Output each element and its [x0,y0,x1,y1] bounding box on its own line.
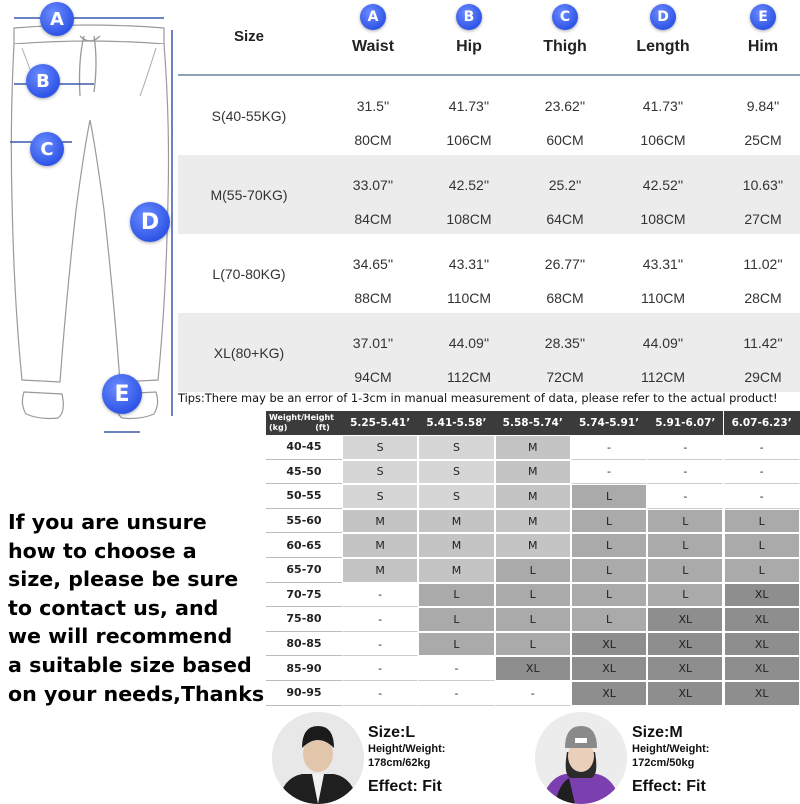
model-male-effect: Effect: Fit [368,778,442,795]
model-male-illustration [272,712,364,804]
grid-size-cell: L [495,583,571,608]
size-cell-inches: 34.65'' [352,256,394,272]
col-name-length: Length [636,38,690,55]
model-male-hw-value: 178cm/62kg [368,757,431,769]
grid-size-cell: - [724,435,800,460]
grid-size-cell: - [342,632,418,657]
grid-size-cell: M [495,533,571,558]
grid-height-header: 5.25-5.41’ [342,411,418,435]
grid-corner-line1: Weight/Height [269,413,334,422]
grid-height-header: 5.74-5.91’ [571,411,647,435]
size-cell-inches: 11.02'' [743,256,783,272]
size-cell-cm: 25CM [744,132,782,148]
advice-line: size, please be sure [8,567,239,592]
pants-diagram [0,0,180,440]
model-female-hw-label: Height/Weight: [632,743,710,755]
col-badge-c: C [552,4,578,30]
grid-size-cell: - [342,583,418,608]
size-cell-inches: 9.84'' [746,98,780,114]
size-cell-inches: 41.73'' [448,98,490,114]
grid-size-cell: L [647,583,723,608]
size-cell-cm: 112CM [640,369,686,385]
size-cell-cm: 60CM [546,132,584,148]
grid-size-cell: - [342,681,418,706]
col-header-waist [324,4,422,56]
size-row-name: M(55-70KG) [210,186,288,203]
advice-line: on your needs,Thanks [8,681,265,706]
advice-line: If you are unsure [8,510,207,534]
model-photo-female [535,712,627,804]
size-cell-cm: 64CM [546,211,584,227]
grid-height-header: 5.91-6.07’ [647,411,723,435]
grid-size-cell: M [418,533,494,558]
grid-size-cell: XL [571,632,647,657]
grid-size-cell: M [418,558,494,583]
grid-size-cell: L [647,509,723,534]
model-info-male [368,724,445,796]
model-male-hw-label: Height/Weight: [368,743,446,755]
size-cell-cm: 88CM [354,290,392,306]
size-cell-cm: 80CM [354,132,392,148]
col-name-thigh: Thigh [543,38,587,55]
size-cell-cm: 94CM [354,369,392,385]
size-row [178,313,800,392]
grid-size-cell: L [571,509,647,534]
size-cell-cm: 106CM [446,132,492,148]
size-cell-inches: 11.42'' [743,335,783,351]
size-cell-inches: 33.07'' [352,177,394,193]
grid-size-cell: - [571,435,647,460]
grid-size-cell: S [418,460,494,485]
grid-height-header: 5.41-5.58’ [418,411,494,435]
grid-size-cell: XL [495,656,571,681]
grid-size-cell: L [571,484,647,509]
model-female-effect: Effect: Fit [632,778,706,795]
size-cell-cm: 106CM [640,132,686,148]
size-chart-table [178,0,800,390]
badge-a: A [40,2,74,36]
grid-size-cell: M [418,509,494,534]
col-name-hip: Hip [456,38,482,55]
size-cell-inches: 25.2'' [548,177,582,193]
col-header-length [614,4,712,56]
model-female-illustration [535,712,627,804]
grid-size-cell: L [495,607,571,632]
size-row [178,234,800,313]
advice-line: how to choose a [8,538,197,563]
grid-corner-line2: (kg) (ft) [269,423,330,432]
grid-size-cell: L [495,632,571,657]
model-photo-male [272,712,364,804]
grid-size-cell: - [495,681,571,706]
advice-line: a suitable size based [8,652,252,677]
badge-d: D [130,202,170,242]
grid-size-cell: M [495,509,571,534]
advice-text [8,508,270,708]
grid-size-cell: L [571,533,647,558]
size-row-name: S(40-55KG) [211,107,287,124]
size-cell-inches: 44.09'' [642,335,684,351]
grid-size-cell: XL [724,607,800,632]
size-cell-inches: 37.01'' [352,335,394,351]
grid-weight-label: 80-85 [266,632,342,657]
size-cell-cm: 28CM [744,290,782,306]
grid-size-cell: S [342,460,418,485]
grid-weight-label: 55-60 [266,509,342,534]
size-cell-inches: 42.52'' [642,177,684,193]
size-cell-inches: 42.52'' [448,177,490,193]
grid-weight-label: 60-65 [266,533,342,558]
model-female-hw-value: 172cm/50kg [632,757,695,769]
size-row-name: L(70-80KG) [212,265,286,282]
col-badge-b: B [456,4,482,30]
grid-size-cell: M [342,509,418,534]
size-cell-inches: 31.5'' [356,98,390,114]
grid-size-cell: L [647,533,723,558]
grid-size-cell: XL [724,681,800,706]
size-cell-cm: 112CM [446,369,492,385]
size-cell-cm: 72CM [546,369,584,385]
size-cell-inches: 43.31'' [448,256,490,272]
model-male-size: Size:L [368,724,416,741]
grid-size-cell: M [342,533,418,558]
size-cell-inches: 23.62'' [544,98,586,114]
grid-size-cell: L [571,583,647,608]
size-cell-inches: 41.73'' [642,98,684,114]
grid-weight-label: 50-55 [266,484,342,509]
advice-line: to contact us, and [8,595,219,620]
grid-weight-label: 40-45 [266,435,342,460]
grid-weight-label: 65-70 [266,558,342,583]
col-header-hip [420,4,518,56]
size-cell-cm: 110CM [446,290,492,306]
grid-size-cell: XL [724,583,800,608]
grid-size-cell: - [342,656,418,681]
grid-size-cell: XL [724,632,800,657]
grid-size-cell: - [724,460,800,485]
grid-size-cell: M [495,484,571,509]
advice-line: we will recommend [8,624,233,649]
badge-b: B [26,64,60,98]
grid-size-cell: S [418,484,494,509]
size-cell-inches: 26.77'' [544,256,586,272]
grid-size-cell: XL [647,656,723,681]
model-female-size: Size:M [632,724,683,741]
grid-height-header: 6.07-6.23’ [724,411,800,435]
grid-height-header: 5.58-5.74’ [495,411,571,435]
col-header-him [714,4,800,56]
grid-weight-label: 70-75 [266,583,342,608]
badge-e: E [102,374,142,414]
grid-size-cell: XL [571,656,647,681]
grid-size-cell: S [342,435,418,460]
col-header-thigh [516,4,614,56]
grid-size-cell: L [647,558,723,583]
grid-size-cell: XL [647,632,723,657]
col-name-him: Him [747,38,779,55]
size-row-name: XL(80+KG) [213,344,285,361]
grid-size-cell: M [342,558,418,583]
grid-weight-label: 75-80 [266,607,342,632]
grid-size-cell: - [571,460,647,485]
grid-size-cell: L [418,632,494,657]
grid-size-cell: S [418,435,494,460]
grid-size-cell: XL [571,681,647,706]
model-info-female [632,724,709,796]
size-cell-cm: 108CM [640,211,686,227]
grid-size-cell: L [724,509,800,534]
grid-size-cell: XL [647,681,723,706]
grid-weight-label: 90-95 [266,681,342,706]
grid-size-cell: L [571,558,647,583]
grid-size-cell: - [647,460,723,485]
col-badge-a: A [360,4,386,30]
size-cell-inches: 28.35'' [544,335,586,351]
size-cell-cm: 110CM [640,290,686,306]
weight-height-grid [266,411,800,708]
grid-weight-label: 85-90 [266,656,342,681]
col-name-waist: Waist [351,38,395,55]
grid-size-cell: XL [724,656,800,681]
grid-size-cell: - [418,656,494,681]
size-row [178,155,800,234]
grid-size-cell: - [647,484,723,509]
grid-size-cell: L [724,533,800,558]
grid-size-cell: M [495,460,571,485]
grid-size-cell: L [418,607,494,632]
size-cell-inches: 10.63'' [742,177,784,193]
grid-weight-label: 45-50 [266,460,342,485]
grid-size-cell: M [495,435,571,460]
size-cell-cm: 108CM [446,211,492,227]
size-cell-cm: 68CM [546,290,584,306]
grid-size-cell: L [418,583,494,608]
badge-c: C [30,132,64,166]
size-cell-inches: 43.31'' [642,256,684,272]
size-cell-cm: 84CM [354,211,392,227]
grid-size-cell: - [418,681,494,706]
grid-size-cell: L [724,558,800,583]
grid-size-cell: L [495,558,571,583]
size-cell-inches: 44.09'' [448,335,490,351]
col-badge-d: D [650,4,676,30]
grid-size-cell: - [342,607,418,632]
col-badge-e: E [750,4,776,30]
measurement-tips: Tips:There may be an error of 1-3cm in manual measurement of data, please refer to the actual product! [178,391,778,405]
size-row [178,76,800,155]
size-cell-cm: 29CM [744,369,782,385]
grid-size-cell: S [342,484,418,509]
grid-corner-label [266,411,342,435]
grid-size-cell: - [647,435,723,460]
size-cell-cm: 27CM [744,211,782,227]
grid-size-cell: L [571,607,647,632]
size-header-label: Size [233,28,264,45]
grid-size-cell: XL [647,607,723,632]
grid-size-cell: - [724,484,800,509]
